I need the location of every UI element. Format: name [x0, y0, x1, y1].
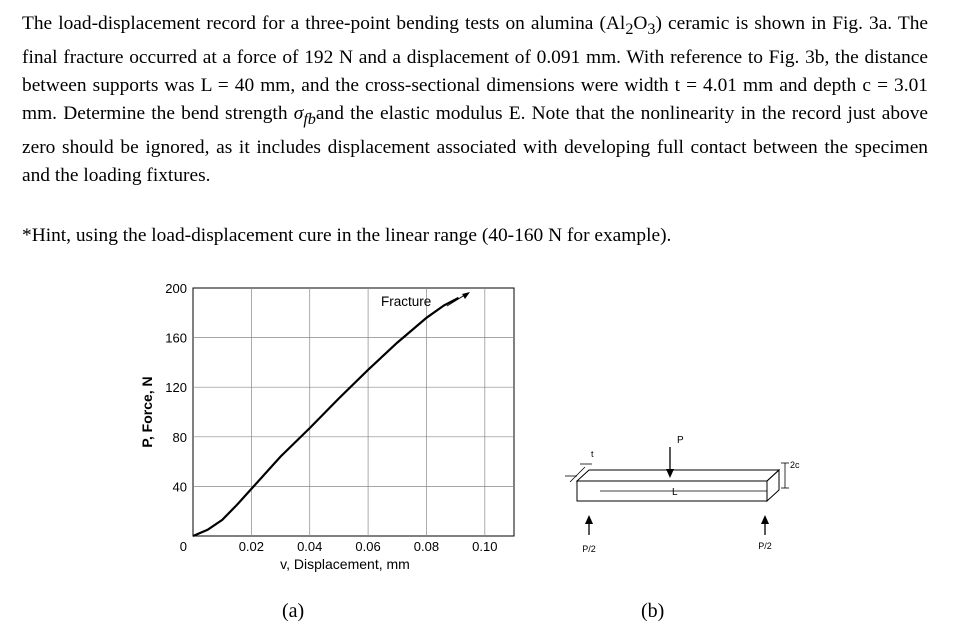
sigma-symbol: σ — [293, 102, 304, 124]
y-tick-label: 0 — [179, 539, 187, 554]
left-reaction-arrowhead — [585, 515, 593, 524]
y-axis-label: P, Force, N — [139, 376, 155, 448]
problem-text-part4: and the elastic modulus E. Note that the nonlinearity in the record just above zero should be ignored, as it includes displacement associated with developing full contact between the specimen and the loading fixtures. — [22, 102, 929, 186]
label-P2-right: P/2 — [758, 541, 772, 551]
x-tick-labels — [239, 539, 498, 554]
load-displacement-chart — [139, 281, 514, 572]
fracture-annotation: Fracture — [381, 294, 432, 309]
x-tick-label: 0.10 — [472, 539, 498, 554]
hint-text: *Hint, using the load-displacement cure in the linear range (40-160 N for example). — [22, 225, 672, 246]
fracture-arrowhead — [462, 292, 470, 299]
y-tick-label: 80 — [172, 429, 187, 445]
x-tick-label: 0.06 — [355, 539, 381, 554]
right-reaction-arrowhead — [761, 515, 769, 524]
label-P2-left: P/2 — [582, 544, 596, 554]
x-tick-label: 0.04 — [297, 539, 323, 554]
subscript-3: 3 — [647, 20, 656, 38]
load-displacement-curve — [193, 298, 459, 536]
width-dimension-line — [570, 467, 585, 482]
y-tick-label: 160 — [165, 330, 187, 346]
label-L: L — [672, 487, 678, 498]
sigma-subscript: fb — [303, 110, 316, 128]
problem-text-part2: O — [633, 13, 648, 34]
y-tick-label: 120 — [165, 380, 187, 396]
specimen-top-face — [577, 470, 779, 481]
x-tick-label: 0.02 — [238, 539, 265, 554]
figure-label-a: (a) — [282, 600, 305, 622]
label-P: P — [677, 435, 684, 446]
figure-label-b: (b) — [641, 600, 665, 622]
label-2c: 2c — [790, 460, 800, 470]
problem-text-part3: ) ceramic is shown in Fig. 3a. The final fracture occurred at a force of 192 N and a displacement of 0.091 mm. With reference to Fig. 3b, the distance between supports was L = 40 mm, and the cross-sectional dimensions were width t = 4.01 mm and depth c = 3.01 mm. Determine the bend strength — [22, 13, 929, 124]
x-tick-label: 0.08 — [413, 539, 440, 554]
label-t: t — [591, 449, 594, 459]
x-axis-label: v, Displacement, mm — [280, 556, 410, 572]
y-tick-labels — [165, 281, 187, 554]
specimen-end-face — [767, 470, 779, 501]
problem-text-part1: The load-displacement record for a three-point bending tests on alumina (Al — [22, 13, 626, 34]
three-point-bending-diagram — [565, 435, 800, 554]
load-arrowhead — [666, 469, 674, 478]
y-tick-label: 200 — [165, 281, 187, 296]
subscript-2: 2 — [625, 20, 634, 38]
y-tick-label: 40 — [172, 479, 187, 495]
